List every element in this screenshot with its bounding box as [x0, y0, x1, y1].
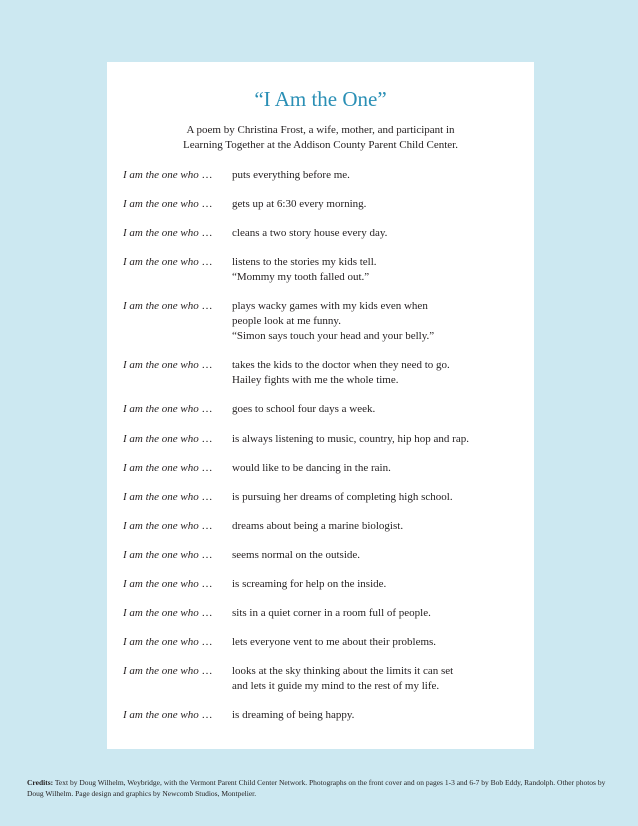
- lead-ellipsis: …: [201, 403, 213, 415]
- lead-ellipsis: …: [201, 227, 213, 239]
- poem-stanza: [123, 664, 453, 694]
- stanza-line: gets up at 6:30 every morning.: [232, 198, 367, 210]
- lead-text: I am the one who: [123, 300, 199, 312]
- poem-stanza: [123, 635, 436, 650]
- lead-ellipsis: …: [201, 636, 213, 648]
- intro-line: A poem by Christina Frost, a wife, mother, and participant in: [186, 124, 455, 136]
- poem-stanza: [123, 606, 431, 621]
- stanza-body: [232, 402, 375, 417]
- poem-stanza: [123, 432, 469, 447]
- stanza-lead: [123, 635, 232, 650]
- stanza-lead: [123, 358, 232, 388]
- stanza-lead: [123, 606, 232, 621]
- lead-text: I am the one who: [123, 520, 199, 532]
- stanza-lead: [123, 519, 232, 534]
- stanza-line: looks at the sky thinking about the limits it can set: [232, 665, 454, 677]
- credits-label: Credits:: [27, 778, 54, 787]
- stanza-line: takes the kids to the doctor when they need to go.: [232, 359, 450, 371]
- credits: [27, 777, 617, 799]
- lead-text: I am the one who: [123, 433, 199, 445]
- poem-stanza: [123, 197, 366, 212]
- stanza-lead: [123, 432, 232, 447]
- poem-title: “I Am the One”: [254, 87, 387, 111]
- lead-ellipsis: …: [201, 359, 213, 371]
- stanza-line: goes to school four days a week.: [232, 403, 376, 415]
- poem-stanza: [123, 299, 434, 344]
- poem-card: [107, 62, 534, 749]
- stanza-lead: [123, 664, 232, 694]
- poem-stanza: [123, 226, 387, 241]
- stanza-line: lets everyone vent to me about their problems.: [232, 636, 437, 648]
- poem-stanza: [123, 519, 403, 534]
- lead-text: I am the one who: [123, 709, 199, 721]
- poem-intro: [127, 123, 514, 153]
- stanza-lead: [123, 461, 232, 476]
- lead-text: I am the one who: [123, 665, 199, 677]
- stanza-line: “Mommy my tooth falled out.”: [232, 271, 370, 283]
- stanza-line: is pursuing her dreams of completing high school.: [232, 491, 453, 503]
- stanza-lead: [123, 402, 232, 417]
- lead-ellipsis: …: [201, 198, 213, 210]
- stanza-body: [232, 519, 403, 534]
- stanza-body: [232, 168, 350, 183]
- lead-ellipsis: …: [201, 607, 213, 619]
- stanza-body: [232, 255, 377, 285]
- stanza-line: and lets it guide my mind to the rest of my life.: [232, 680, 440, 692]
- lead-ellipsis: …: [201, 300, 213, 312]
- stanza-body: [232, 432, 469, 447]
- stanza-line: sits in a quiet corner in a room full of people.: [232, 607, 431, 619]
- lead-ellipsis: …: [201, 578, 213, 590]
- lead-text: I am the one who: [123, 227, 199, 239]
- stanza-line: listens to the stories my kids tell.: [232, 256, 377, 268]
- stanza-body: [232, 664, 453, 694]
- stanza-line: Hailey fights with me the whole time.: [232, 374, 399, 386]
- lead-text: I am the one who: [123, 359, 199, 371]
- lead-text: I am the one who: [123, 462, 199, 474]
- lead-ellipsis: …: [201, 520, 213, 532]
- stanza-line: dreams about being a marine biologist.: [232, 520, 404, 532]
- stanza-body: [232, 635, 436, 650]
- stanza-lead: [123, 490, 232, 505]
- lead-ellipsis: …: [201, 433, 213, 445]
- lead-ellipsis: …: [201, 169, 213, 181]
- stanza-body: [232, 708, 354, 723]
- poem-stanza: [123, 708, 354, 723]
- stanza-line: is always listening to music, country, hip hop and rap.: [232, 433, 469, 445]
- stanza-line: is dreaming of being happy.: [232, 709, 355, 721]
- lead-text: I am the one who: [123, 198, 199, 210]
- lead-text: I am the one who: [123, 607, 199, 619]
- poem-stanza: [123, 490, 453, 505]
- poem-stanza: [123, 358, 450, 388]
- lead-ellipsis: …: [201, 709, 213, 721]
- lead-ellipsis: …: [201, 491, 213, 503]
- lead-text: I am the one who: [123, 491, 199, 503]
- stanza-lead: [123, 548, 232, 563]
- lead-ellipsis: …: [201, 549, 213, 561]
- poem-stanza: [123, 255, 377, 285]
- stanza-body: [232, 490, 453, 505]
- stanza-line: cleans a two story house every day.: [232, 227, 388, 239]
- stanza-body: [232, 358, 450, 388]
- stanza-lead: [123, 168, 232, 183]
- stanza-line: would like to be dancing in the rain.: [232, 462, 391, 474]
- poem-stanza: [123, 461, 391, 476]
- lead-text: I am the one who: [123, 636, 199, 648]
- stanza-lead: [123, 577, 232, 592]
- intro-line: Learning Together at the Addison County Parent Child Center.: [183, 139, 458, 151]
- stanza-line: seems normal on the outside.: [232, 549, 361, 561]
- lead-text: I am the one who: [123, 403, 199, 415]
- stanza-body: [232, 461, 391, 476]
- stanza-body: [232, 548, 360, 563]
- stanza-line: is screaming for help on the inside.: [232, 578, 387, 590]
- stanza-lead: [123, 226, 232, 241]
- lead-ellipsis: …: [201, 256, 213, 268]
- stanza-line: puts everything before me.: [232, 169, 350, 181]
- stanza-body: [232, 299, 434, 344]
- stanza-line: plays wacky games with my kids even when: [232, 300, 428, 312]
- lead-ellipsis: …: [201, 462, 213, 474]
- lead-ellipsis: …: [201, 665, 213, 677]
- stanza-line: people look at me funny.: [232, 315, 341, 327]
- poem-stanza: [123, 548, 360, 563]
- lead-text: I am the one who: [123, 169, 199, 181]
- poem-stanza: [123, 577, 386, 592]
- poem-stanza: [123, 168, 350, 183]
- stanza-body: [232, 197, 366, 212]
- stanza-lead: [123, 255, 232, 285]
- stanza-line: “Simon says touch your head and your belly.”: [232, 330, 435, 342]
- stanza-lead: [123, 708, 232, 723]
- stanza-body: [232, 226, 387, 241]
- stanza-lead: [123, 299, 232, 344]
- lead-text: I am the one who: [123, 549, 199, 561]
- stanza-body: [232, 606, 431, 621]
- stanza-body: [232, 577, 386, 592]
- lead-text: I am the one who: [123, 578, 199, 590]
- poem-stanza: [123, 402, 375, 417]
- stanza-lead: [123, 197, 232, 212]
- lead-text: I am the one who: [123, 256, 199, 268]
- credits-text: Text by Doug Wilhelm, Weybridge, with the Vermont Parent Child Center Network. Photographs on the front cover and on pages 1-3 and 6-7 by Bob Eddy, Randolph. Other photos by Doug Wilhelm. Page design and graphics by Newcomb Studios, Montpelier.: [27, 778, 606, 798]
